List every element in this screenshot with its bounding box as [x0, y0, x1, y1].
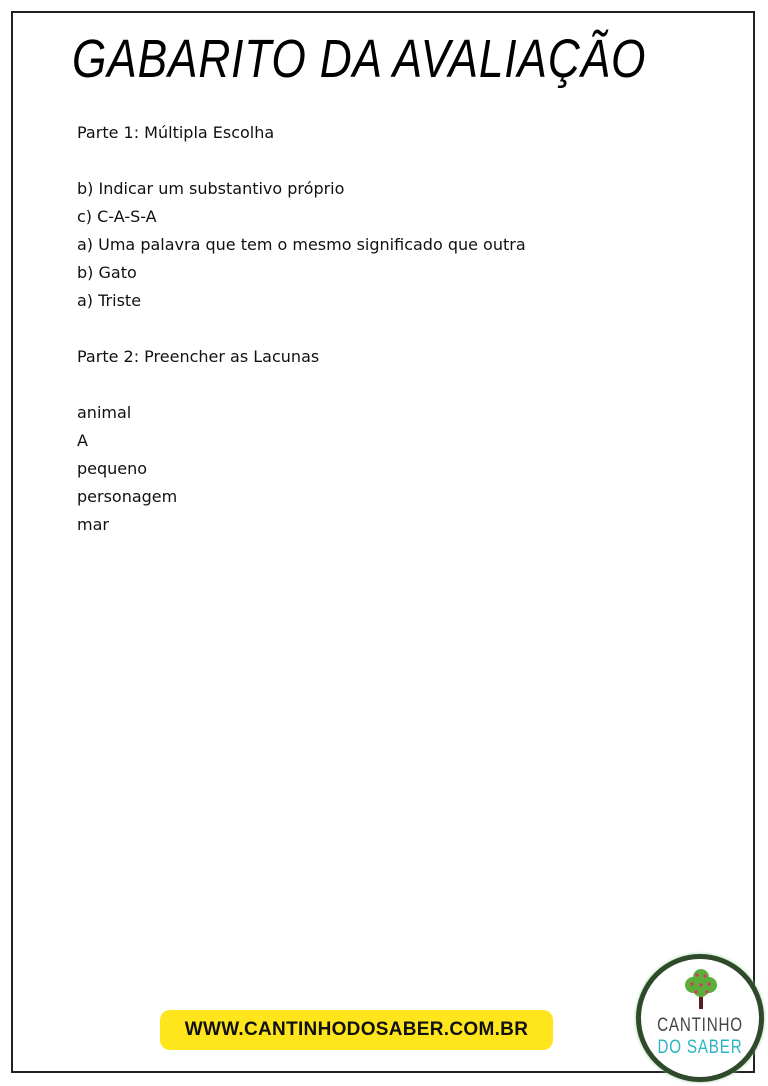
part1-answer: c) C-A-S-A [77, 207, 157, 226]
part1-heading: Parte 1: Múltipla Escolha [77, 123, 275, 142]
part2-answer: A [77, 431, 88, 450]
part1-answer: b) Gato [77, 263, 137, 282]
page-border [11, 11, 755, 1073]
tree-icon [685, 967, 717, 1011]
website-url-banner [160, 1010, 553, 1050]
part2-answer: personagem [77, 487, 178, 506]
logo-text-cantinho: CANTINHO [657, 1015, 743, 1036]
part2-answer: animal [77, 403, 132, 422]
cantinho-logo [636, 954, 764, 1082]
logo-text-do-saber: DO SABER [657, 1037, 743, 1058]
part2-heading: Parte 2: Preencher as Lacunas [77, 347, 320, 366]
website-url: WWW.CANTINHODOSABER.COM.BR [184, 1019, 529, 1040]
part1-answer: a) Triste [77, 291, 142, 310]
page-title: GABARITO DA AVALIAÇÃO [72, 29, 647, 89]
part2-answer: mar [77, 515, 109, 534]
part1-answer: a) Uma palavra que tem o mesmo significado que outra [77, 235, 526, 254]
part2-answer: pequeno [77, 459, 148, 478]
part1-answer: b) Indicar um substantivo próprio [77, 179, 345, 198]
